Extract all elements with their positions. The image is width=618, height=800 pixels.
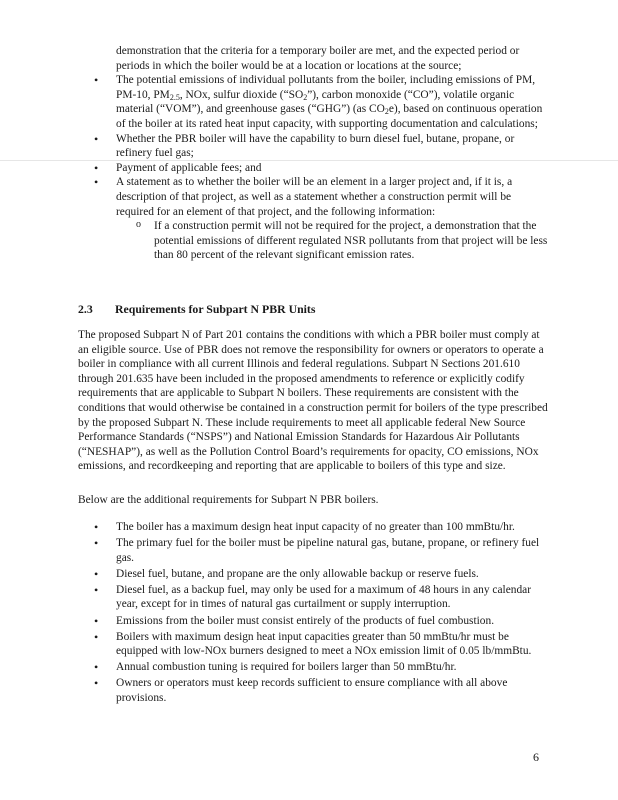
requirements-list (94, 520, 548, 707)
page-number: 6 (533, 750, 539, 764)
list-item: • Emissions from the boiler must consist entirely of the products of fuel combustion. (94, 614, 548, 629)
list-item-fuel-capability: • Whether the PBR boiler will have the capability to burn diesel fuel, butane, propane, or refinery fuel gas; (94, 132, 548, 161)
list-item: • Diesel fuel, butane, and propane are the only allowable backup or reserve fuels. (94, 567, 548, 582)
sub-list-item-construction-permit: o If a construction permit will not be required for the project, a demonstration that the potential emissions of different regulated NSR pollutants from that project will be less than 80 percent of the relevant significant emission rates. (116, 219, 548, 263)
list-item: • Annual combustion tuning is required for boilers larger than 50 mmBtu/hr. (94, 660, 548, 675)
list-item: • The primary fuel for the boiler must be pipeline natural gas, butane, propane, or refinery fuel gas. (94, 536, 548, 565)
list-item-fees: • Payment of applicable fees; and (94, 161, 548, 176)
list-item: • Diesel fuel, as a backup fuel, may only be used for a maximum of 48 hours in any calendar year, except for in times of natural gas curtailment or supply interruption. (94, 583, 548, 612)
list-item-project-statement: • A statement as to whether the boiler will be an element in a larger project and, if it is, a description of that project, as well as a statement whether a construction permit will be required for an element of that project, and the following information: o If a construction permit will not be required for the project, a demonstration that the potential emissions of different regulated NSR pollutants from that project will be less than 80 percent of the relevant significant emission rates. (94, 175, 548, 263)
section-heading (78, 302, 315, 317)
section-number: 2.3 (78, 302, 93, 316)
list-item-emissions: • The potential emissions of individual pollutants from the boiler, including emissions of PM, PM-10, $PM_{2.5}$, NOx, sulfur dioxide $(“SO_2”)$, carbon monoxide (“CO”), volatile organic material (“VOM”), and greenhouse gases (“GHG”) (as $CO_2e$), based on continuous operation of the boiler at its rated heat input capacity, with supporting documentation and calculations; (94, 73, 548, 131)
section-title: Requirements for Subpart N PBR Units (115, 302, 316, 316)
list-item: • Boilers with maximum design heat input capacities greater than 50 mmBtu/hr must be equipped with low-NOx burners designed to meet a NOx emission limit of 0.05 lb/mmBtu. (94, 630, 548, 659)
continued-bullet-text: demonstration that the criteria for a temporary boiler are met, and the expected period or periods in which the boiler would be at a location or locations at the source; (116, 45, 520, 72)
paragraph-additional-requirements: Below are the additional requirements for Subpart N PBR boilers. (78, 494, 379, 506)
list-item: • Owners or operators must keep records sufficient to ensure compliance with all above provisions. (94, 676, 548, 705)
list-item: • The boiler has a maximum design heat input capacity of no greater than 100 mmBtu/hr. (94, 520, 548, 535)
top-bullet-list (94, 44, 548, 263)
paragraph-subpart-n: The proposed Subpart N of Part 201 contains the conditions with which a PBR boiler must comply at an eligible source. Use of PBR does not remove the responsibility for owners or operators to operate a boiler in compliance with all current Illinois and federal regulations. Subpart N Sections 201.610 through 201.635 have been included in the proposed amendments to reference or explicitly codify requirements that are applicable to Subpart N boilers. These requirements are consistent with the conditions that would otherwise be contained in a construction permit for boilers of the type prescribed by the proposed Subpart N. These include requirements to meet all applicable federal New Source Performance Standards (“NSPS”) and National Emission Standards for Hazardous Air Pollutants (“NESHAP”), as well as the Pollution Control Board’s requirements for opacity, CO emissions, NOx emissions, and recordkeeping and reporting that are applicable to boilers of this type and size. (78, 329, 548, 473)
